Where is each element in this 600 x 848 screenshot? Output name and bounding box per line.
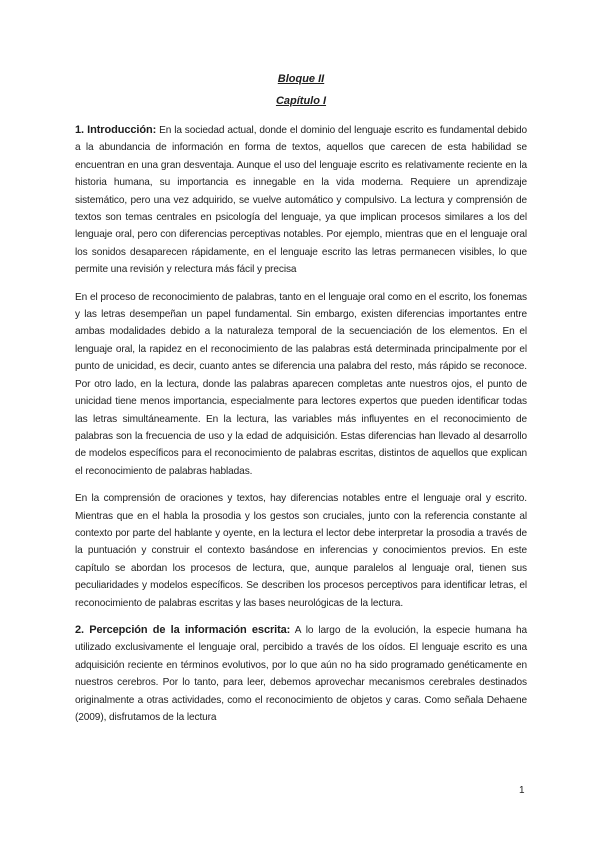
- intro-paragraph-text: En la sociedad actual, donde el dominio del lenguaje escrito es fundamental debido a la abundancia de información en forma de textos, aquellos que carecen de esta habilidad se encuentran en una gran desventaja. Aunque el uso del lenguaje escrito es relativamente reciente en la historia humana, su importancia es innegable en la vida moderna. Requiere un aprendizaje sistemático, pero una vez adquirido, se vuelve automático y compulsivo. La lectura y comprensión de textos son temas centrales en psicología del lenguaje, ya que implican procesos similares a los del lenguaje oral, pero con diferencias perceptivas notables. Por ejemplo, mientras que en el lenguaje oral los sonidos desaparecen rápidamente, en el lenguaje escrito las letras permanecen visibles, lo que permite una revisión y relectura más fácil y precisa: [75, 125, 527, 276]
- perception-paragraph-text: A lo largo de la evolución, la especie humana ha utilizado exclusivamente el lenguaje oral, percibido a través de los oídos. El lenguaje escrito es una adquisición reciente en términos evolutivos, por lo que aún no ha sido programado genéticamente en nuestros cerebros. Por lo tanto, para leer, debemos aprovechar mecanismos cerebrales destinados originalmente a otras actividades, como el reconocimiento de objetos y caras. Como señala Dehaene (2009), disfrutamos de la lectura: [75, 624, 527, 723]
- section-2-heading: 2. Percepción de la información escrita:: [75, 623, 291, 636]
- intro-paragraph: [75, 122, 527, 279]
- word-recognition-paragraph: En el proceso de reconocimiento de palabras, tanto en el lenguaje oral como en el escrito, los fonemas y las letras desempeñan un papel fundamental. Sin embargo, existen diferencias importantes entre ambas modalidades debido a la naturaleza temporal de la secuenciación de los elementos. En el lenguaje oral, la rapidez en el reconocimiento de las palabras está determinada principalmente por el punto de unicidad, es decir, cuanto antes se diferencia una palabra del resto, más rápido se reconoce. Por otro lado, en la lectura, donde las palabras aparecen completas ante nuestros ojos, el punto de unicidad tiene menos importancia, especialmente para lectores expertos que pueden identificar todas las letras simultáneamente. En la lectura, las variables más influyentes en el reconocimiento de palabras son la frecuencia de uso y la edad de adquisición. Estas diferencias han llevado al desarrollo de modelos específicos para el reconocimiento de palabras escritas, distintos de aquellos que explican el reconocimiento de palabras habladas.: [75, 291, 527, 477]
- section-1-heading: 1. Introducción:: [75, 124, 157, 136]
- page-number: 1: [519, 785, 525, 796]
- page-content: [75, 72, 527, 726]
- block-title: Bloque II: [277, 73, 325, 85]
- chapter-title: Capítulo I: [275, 95, 327, 107]
- perception-paragraph: [75, 622, 527, 726]
- comprehension-paragraph: En la comprensión de oraciones y textos, hay diferencias notables entre el lenguaje oral y escrito. Mientras que en el habla la prosodia y los gestos son cruciales, junto con la referencia constante al contexto por parte del hablante y oyente, en la lectura el lector debe interpretar la prosodia a través de la puntuación y construir el contexto basándose en inferencias y conocimientos previos. En este capítulo se abordan los procesos de lectura, que, aunque paralelos al lenguaje oral, tienen sus peculiaridades y modelos específicos. Se describen los procesos perceptivos para identificar letras, el reconocimiento de palabras escritas y las bases neurológicas de la lectura.: [75, 493, 527, 609]
